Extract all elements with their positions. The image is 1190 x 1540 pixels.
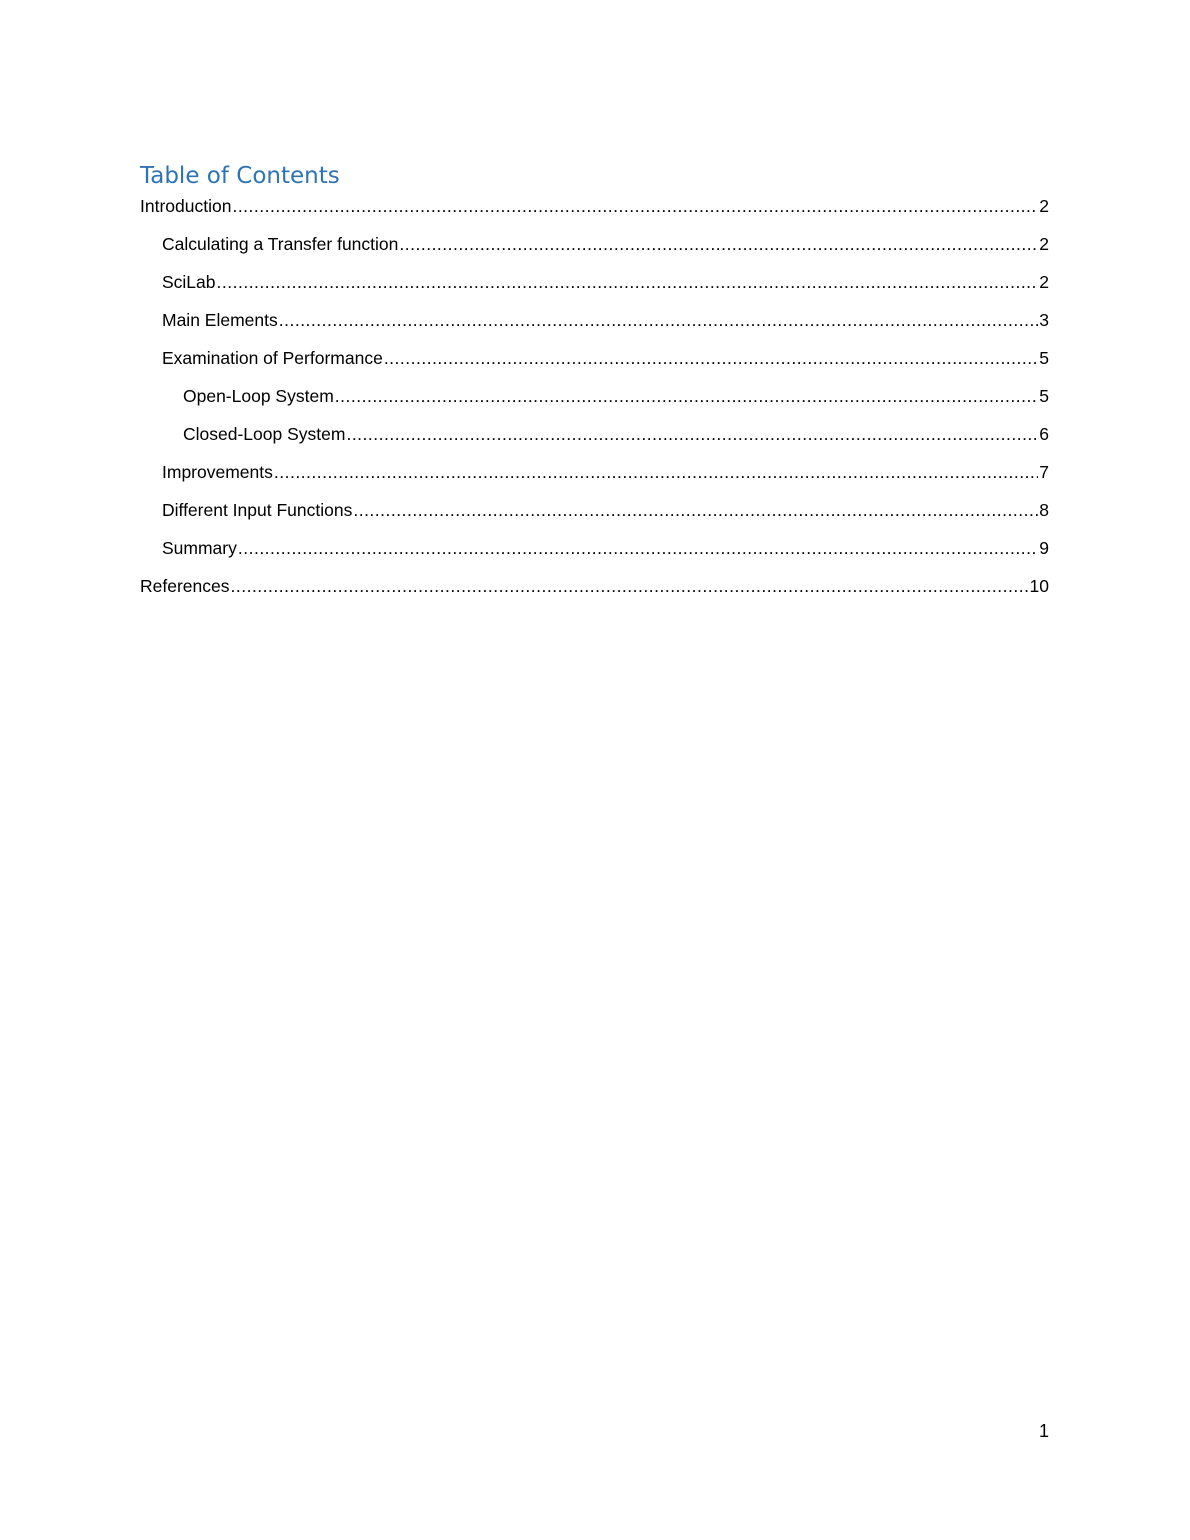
dot-leader [384,345,1038,371]
toc-entry-label: SciLab [162,272,216,292]
toc-entry-page-number: 7 [1039,462,1049,482]
toc-entry-label: Different Input Functions [162,500,353,520]
toc-entry-label: Examination of Performance [162,348,383,368]
toc-entry-page-number: 8 [1039,500,1049,520]
dot-leader [238,535,1038,561]
toc-entry-closed-loop-system[interactable] [140,421,1049,459]
dot-leader [232,193,1038,219]
table-of-contents [140,193,1049,611]
toc-entry-page-number: 9 [1039,538,1049,558]
toc-entry-improvements[interactable] [140,459,1049,497]
dot-leader [346,421,1038,447]
toc-entry-label: Closed-Loop System [183,424,346,444]
toc-entry-introduction[interactable] [140,193,1049,231]
toc-entry-main-elements[interactable] [140,307,1049,345]
toc-entry-page-number: 6 [1039,424,1049,444]
toc-entry-references[interactable] [140,573,1049,611]
toc-entry-summary[interactable] [140,535,1049,573]
toc-entry-page-number: 5 [1039,386,1049,406]
dot-leader [217,269,1039,295]
toc-entry-different-input-functions[interactable] [140,497,1049,535]
toc-entry-page-number: 2 [1039,196,1049,216]
dot-leader [231,573,1029,599]
toc-heading: Table of Contents [140,163,340,189]
dot-leader [274,459,1038,485]
dot-leader [279,307,1039,333]
toc-entry-label: Summary [162,538,237,558]
dot-leader [399,231,1038,257]
toc-entry-label: References [140,576,230,596]
toc-entry-label: Open-Loop System [183,386,334,406]
toc-entry-examination-of-performance[interactable] [140,345,1049,383]
dot-leader [353,497,1038,523]
toc-entry-label: Improvements [162,462,273,482]
toc-entry-label: Calculating a Transfer function [162,234,399,254]
toc-entry-page-number: 3 [1039,310,1049,330]
toc-entry-calculating-transfer-function[interactable] [140,231,1049,269]
toc-entry-label: Introduction [140,196,232,216]
toc-entry-page-number: 5 [1039,348,1049,368]
toc-entry-open-loop-system[interactable] [140,383,1049,421]
toc-entry-scilab[interactable] [140,269,1049,307]
footer-page-number: 1 [1038,1421,1049,1441]
dot-leader [335,383,1038,409]
toc-entry-label: Main Elements [162,310,278,330]
toc-entry-page-number: 2 [1039,234,1049,254]
toc-entry-page-number: 2 [1039,272,1049,292]
toc-entry-page-number: 10 [1029,576,1049,596]
